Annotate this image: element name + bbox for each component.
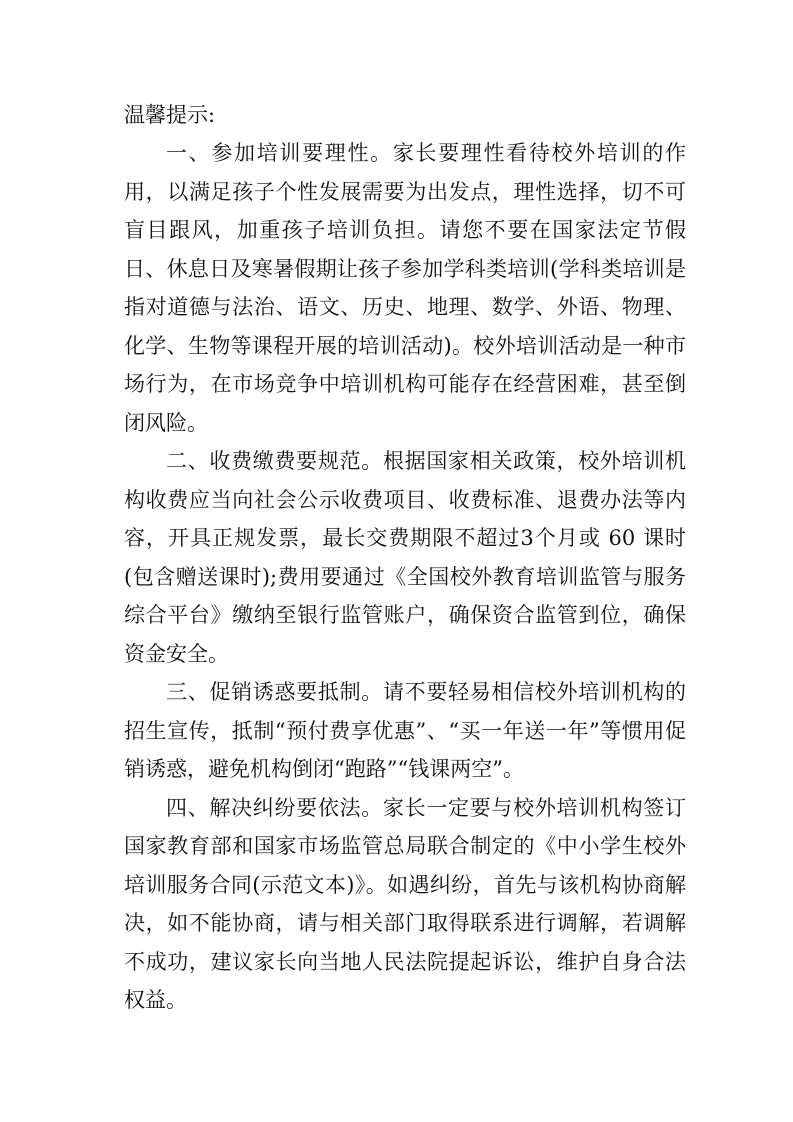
paragraph-2: 二、收费缴费要规范。根据国家相关政策，校外培训机构收费应当向社会公示收费项目、收费标准、退费办法等内容，开具正规发票，最长交费期限不超过3个月或 60 课时(包含赠送课时);费用要通过《全国校外教育培训监管与服务综合平台》缴纳至银行监管账户，确保资合监管到位，确保资金安全。: [124, 449, 686, 666]
paragraph-4: 四、解决纠纷要依法。家长一定要与校外培训机构签订国家教育部和国家市场监管总局联合制定的《中小学生校外培训服务合同(示范文本)》。如遇纠纷，首先与该机构协商解决，如不能协商，请与相关部门取得联系进行调解，若调解不成功，建议家长向当地人民法院提起诉讼，维护自身合法权益。: [124, 795, 686, 1012]
paragraph-3: 三、促销诱惑要抵制。请不要轻易相信校外培训机构的招生宣传，抵制“预付费享优惠”、“买一年送一年”等惯用促销诱惑，避免机构倒闭“跑路”“钱课两空”。: [124, 680, 686, 781]
paragraph-1: 一、参加培训要理性。家长要理性看待校外培训的作用，以满足孩子个性发展需要为出发点，理性选择，切不可盲目跟风，加重孩子培训负担。请您不要在国家法定节假日、休息日及寒暑假期让孩子参加学科类培训(学科类培训是指对道德与法治、语文、历史、地理、数学、外语、物理、化学、生物等课程开展的培训活动)。校外培训活动是一种市场行为，在市场竞争中培训机构可能存在经营困难，甚至倒闭风险。: [124, 141, 686, 435]
document-body: [124, 96, 686, 1020]
notice-heading: 温馨提示:: [124, 103, 216, 127]
